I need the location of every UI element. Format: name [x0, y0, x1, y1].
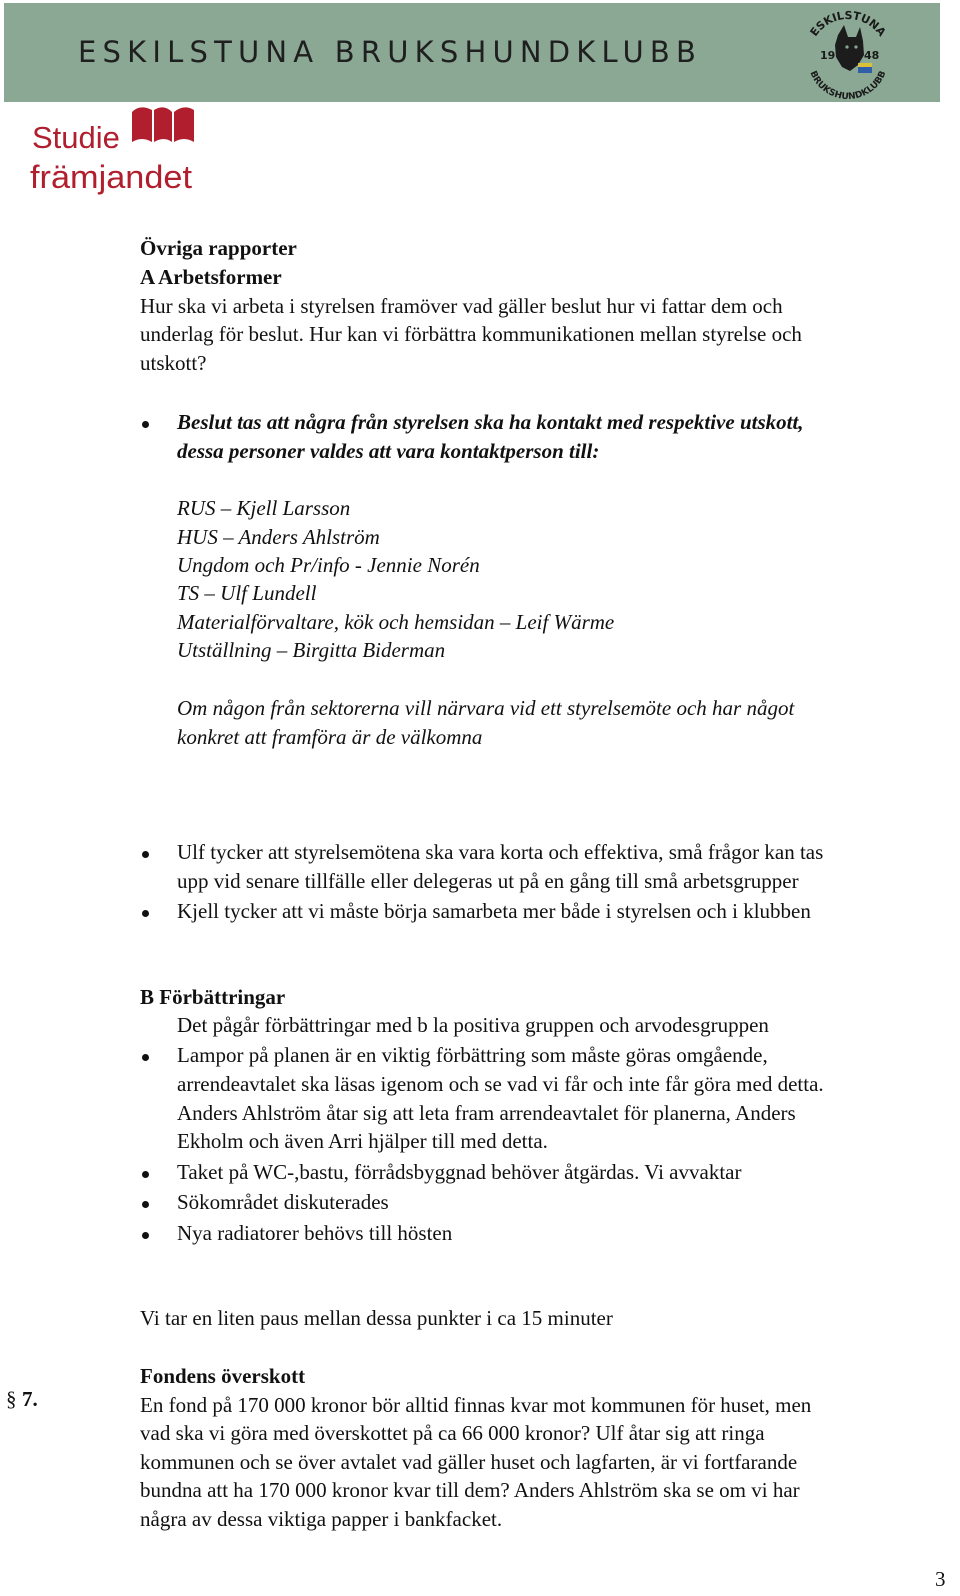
paragraph-line: kommunen och se över avtalet vad gäller huset och lagfarten, är vi fortfarande — [140, 1450, 798, 1474]
book-icon — [132, 107, 194, 142]
bullet-icon — [142, 910, 149, 917]
seal-bottom-text: BRUKSHUNDKLUBB — [807, 69, 889, 103]
contact-item: Ungdom och Pr/info - Jennie Norén — [177, 553, 480, 577]
contact-item: TS – Ulf Lundell — [177, 581, 317, 605]
bullet-icon — [142, 1054, 149, 1061]
header-banner — [4, 3, 940, 102]
improvement-line: Ekholm och även Arri hjälper till med detta. — [177, 1129, 548, 1153]
paragraph-line: Hur ska vi arbeta i styrelsen framöver vad gäller beslut hur vi fattar dem och — [140, 294, 783, 318]
contact-item: RUS – Kjell Larsson — [177, 496, 351, 520]
club-seal — [800, 7, 896, 103]
paragraph-line: vad ska vi göra med överskottet på ca 66 000 kronor? Ulf åtar sig att ringa — [140, 1421, 765, 1445]
decision-line: dessa personer valdes att vara kontaktperson till: — [177, 439, 600, 463]
subheading-arbetsformer: A Arbetsformer — [140, 265, 282, 289]
bullet-icon — [142, 421, 149, 428]
improvement-line: Nya radiatorer behövs till hösten — [177, 1221, 453, 1245]
club-name: ESKILSTUNA BRUKSHUNDKLUBB — [78, 35, 703, 69]
decision-line: Beslut tas att några från styrelsen ska ha kontakt med respektive utskott, — [177, 410, 804, 434]
paragraph-line: Det pågår förbättringar med b la positiva gruppen och arvodesgruppen — [177, 1013, 769, 1037]
welcome-line: konkret att framföra är de välkomna — [177, 725, 483, 749]
seal-top-text: ESKILSTUNA — [807, 8, 889, 39]
svg-text:ESKILSTUNA — [808, 9, 889, 39]
contact-item: Utställning – Birgitta Biderman — [177, 638, 446, 662]
bullet-icon — [142, 1232, 149, 1239]
improvement-line: Sökområdet diskuterades — [177, 1190, 389, 1214]
bullet-icon — [142, 1171, 149, 1178]
svg-text:BRUKSHUNDKLUBB — [807, 70, 888, 103]
contact-item: HUS – Anders Ahlström — [177, 525, 380, 549]
improvement-line: Lampor på planen är en viktig förbättring som måste göras omgående, — [177, 1043, 768, 1067]
section-number: 7. — [22, 1387, 38, 1411]
subheading-forbattringar: B Förbättringar — [140, 985, 286, 1009]
seal-year-right: 48 — [864, 49, 880, 62]
bullet-icon — [142, 851, 149, 858]
opinion-line: Kjell tycker att vi måste börja samarbeta mer både i styrelsen och i klubben — [177, 899, 811, 923]
seal-year-left: 19 — [820, 49, 836, 62]
pause-note: Vi tar en liten paus mellan dessa punkter i ca 15 minuter — [140, 1306, 613, 1330]
bullet-icon — [142, 1201, 149, 1208]
improvement-line: arrendeavtalet ska läsas igenom och se vad vi får och inte får göra med detta. — [177, 1072, 824, 1096]
contact-item: Materialförvaltare, kök och hemsidan – Leif Wärme — [177, 610, 615, 634]
paragraph-line: utskott? — [140, 351, 207, 375]
paragraph-line: En fond på 170 000 kronor bör alltid finnas kvar mot kommunen för huset, men — [140, 1393, 812, 1417]
opinion-line: Ulf tycker att styrelsemötena ska vara korta och effektiva, små frågor kan tas — [177, 840, 824, 864]
improvement-line: Taket på WC-,bastu, förrådsbyggnad behöver åtgärdas. Vi avvaktar — [177, 1160, 742, 1184]
paragraph-line: några av dessa viktiga papper i bankfacket. — [140, 1507, 503, 1531]
welcome-line: Om någon från sektorerna vill närvara vid ett styrelsemöte och har något — [177, 696, 795, 720]
paragraph-line: underlag för beslut. Hur kan vi förbättra kommunikationen mellan styrelse och — [140, 322, 802, 346]
heading-fondens-overskott: Fondens överskott — [140, 1364, 306, 1388]
section-mark: § — [6, 1387, 17, 1411]
paragraph-line: bundna att ha 170 000 kronor kvar till dem? Anders Ahlström ska se om vi har — [140, 1478, 800, 1502]
page-number: 3 — [935, 1567, 946, 1591]
opinion-line: upp vid senare tillfälle eller delegeras ut på en gång till små arbetsgrupper — [177, 869, 799, 893]
logo-line1: Studie — [32, 120, 120, 155]
logo-line2: främjandet — [30, 159, 193, 195]
heading-ovriga-rapporter: Övriga rapporter — [140, 236, 297, 260]
studiefrmjandet-logo — [30, 104, 200, 204]
improvement-line: Anders Ahlström åtar sig att leta fram arrendeavtalet för planerna, Anders — [177, 1101, 796, 1125]
